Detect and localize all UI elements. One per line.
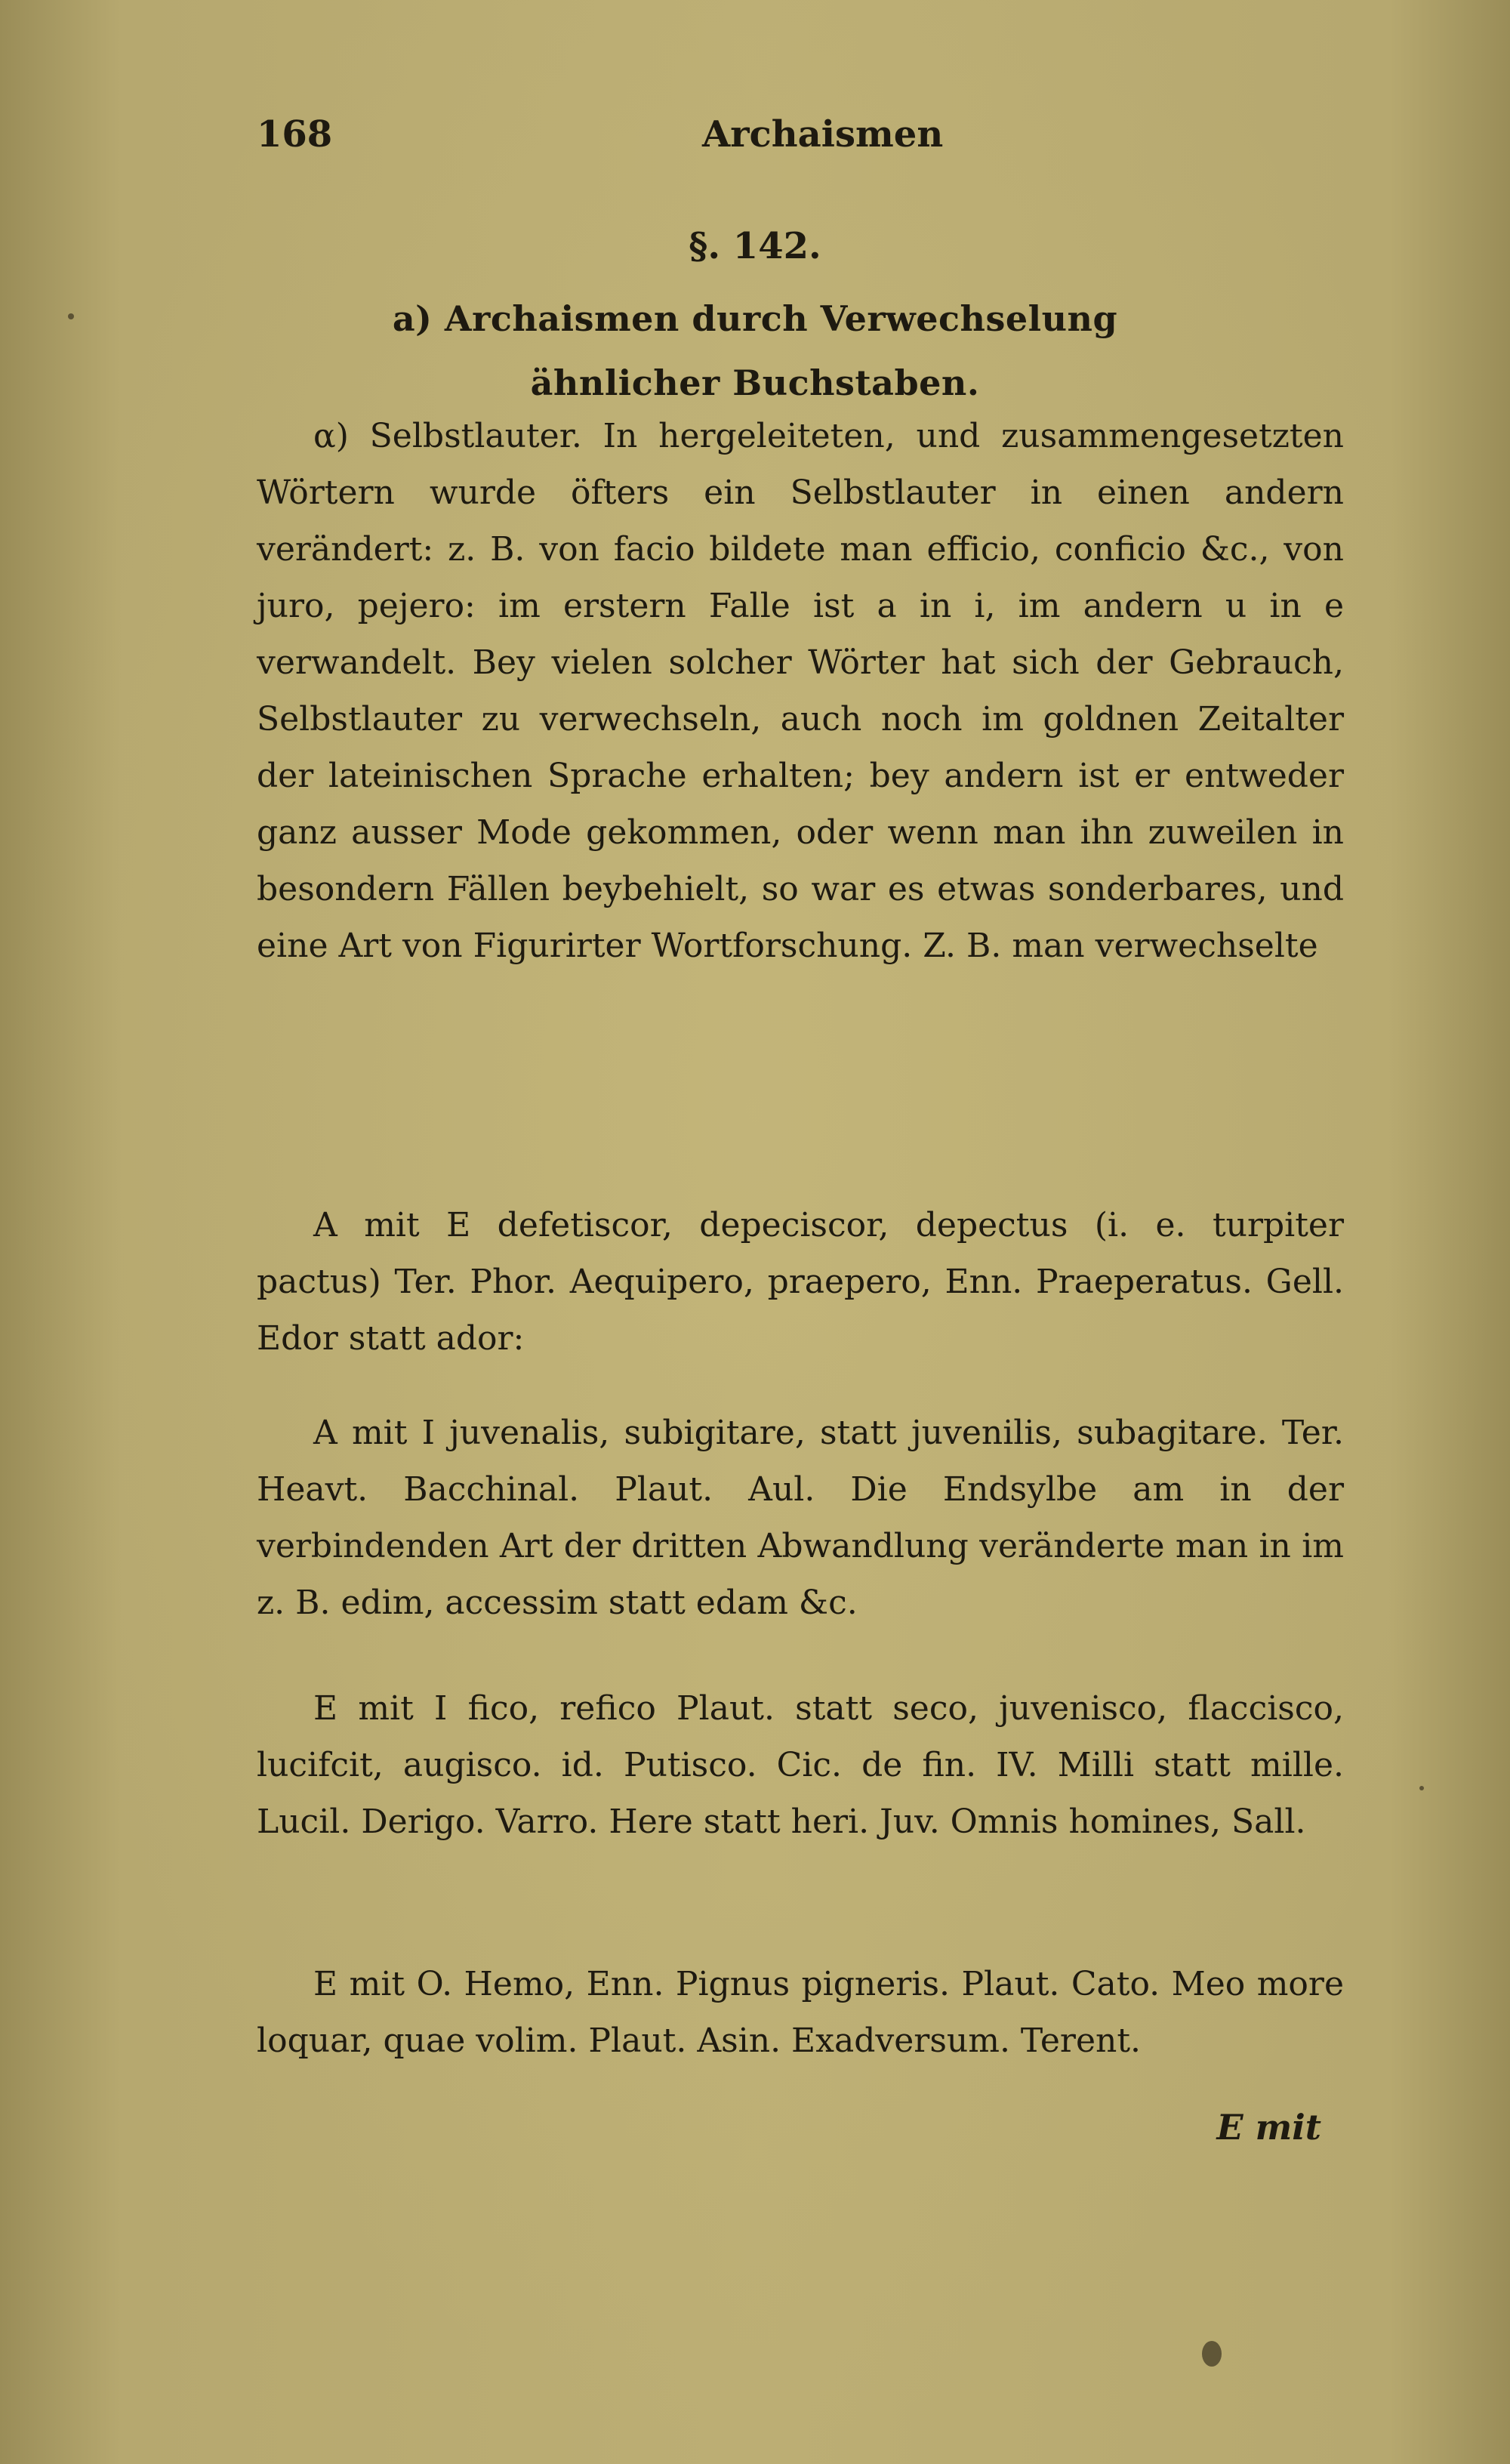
running-title: Archaismen: [702, 113, 944, 156]
paper-stain: [1202, 2341, 1222, 2367]
running-header: [0, 113, 1510, 174]
paragraph-e-mit-i: E mit I fico, refico Plaut. statt seco, juvenisco, flaccisco, lucifcit, augisco. id. Putisco. Cic. de fin. IV. Milli statt mille. Lucil. Derigo. Varro. Here statt heri. Juv. Omnis homines, Sall.: [257, 1689, 1344, 1841]
paragraph-e-mit-o: E mit O. Hemo, Enn. Pignus pigneris. Plaut. Cato. Meo more loquar, quae volim. Plaut. Asin. Exadversum. Terent.: [257, 1965, 1344, 2060]
paragraph-a-mit-e: A mit E defetiscor, depeciscor, depectus (i. e. turpiter pactus) Ter. Phor. Aequipero, praepero, Enn. Praeperatus. Gell. Edor statt ador:: [257, 1206, 1344, 1358]
section-heading-line2: ähnlicher Buchstaben.: [530, 362, 980, 403]
paragraph-a-mit-i: A mit I juvenalis, subigitare, statt juvenilis, subagitare. Ter. Heavt. Bacchinal. Plaut. Aul. Die Endsylbe am in der verbindenden Art der dritten Abwandlung veränderte man in im z. B. edim, accessim statt edam &c.: [257, 1414, 1344, 1622]
paper-speck: [68, 313, 74, 319]
page-number: 168: [257, 113, 333, 156]
catchword: E mit: [1216, 2107, 1321, 2148]
paper-speck: [1419, 1786, 1424, 1790]
paragraph-selbstlauter: α) Selbstlauter. In hergeleiteten, und zusammengesetzten Wörtern wurde öfters ein Selbstlauter in einen andern verändert: z. B. von facio bildete man efficio, conficio &c., von juro, pejero: im erstern Falle ist a in i, im andern u in e verwandelt. Bey vielen solcher Wörter hat sich der Gebrauch, Selbstlauter zu verwechseln, auch noch im goldnen Zeitalter der lateinischen Sprache erhalten; bey andern ist er entweder ganz ausser Mode gekommen, oder wenn man ihn zuweilen in besondern Fällen beybehielt, so war es etwas sonderbares, und eine Art von Figurirter Wortforschung. Z. B. man verwechselte: [257, 417, 1344, 965]
section-heading-line1: a) Archaismen durch Verwechselung: [392, 298, 1118, 339]
section-number: §. 142.: [689, 225, 821, 267]
